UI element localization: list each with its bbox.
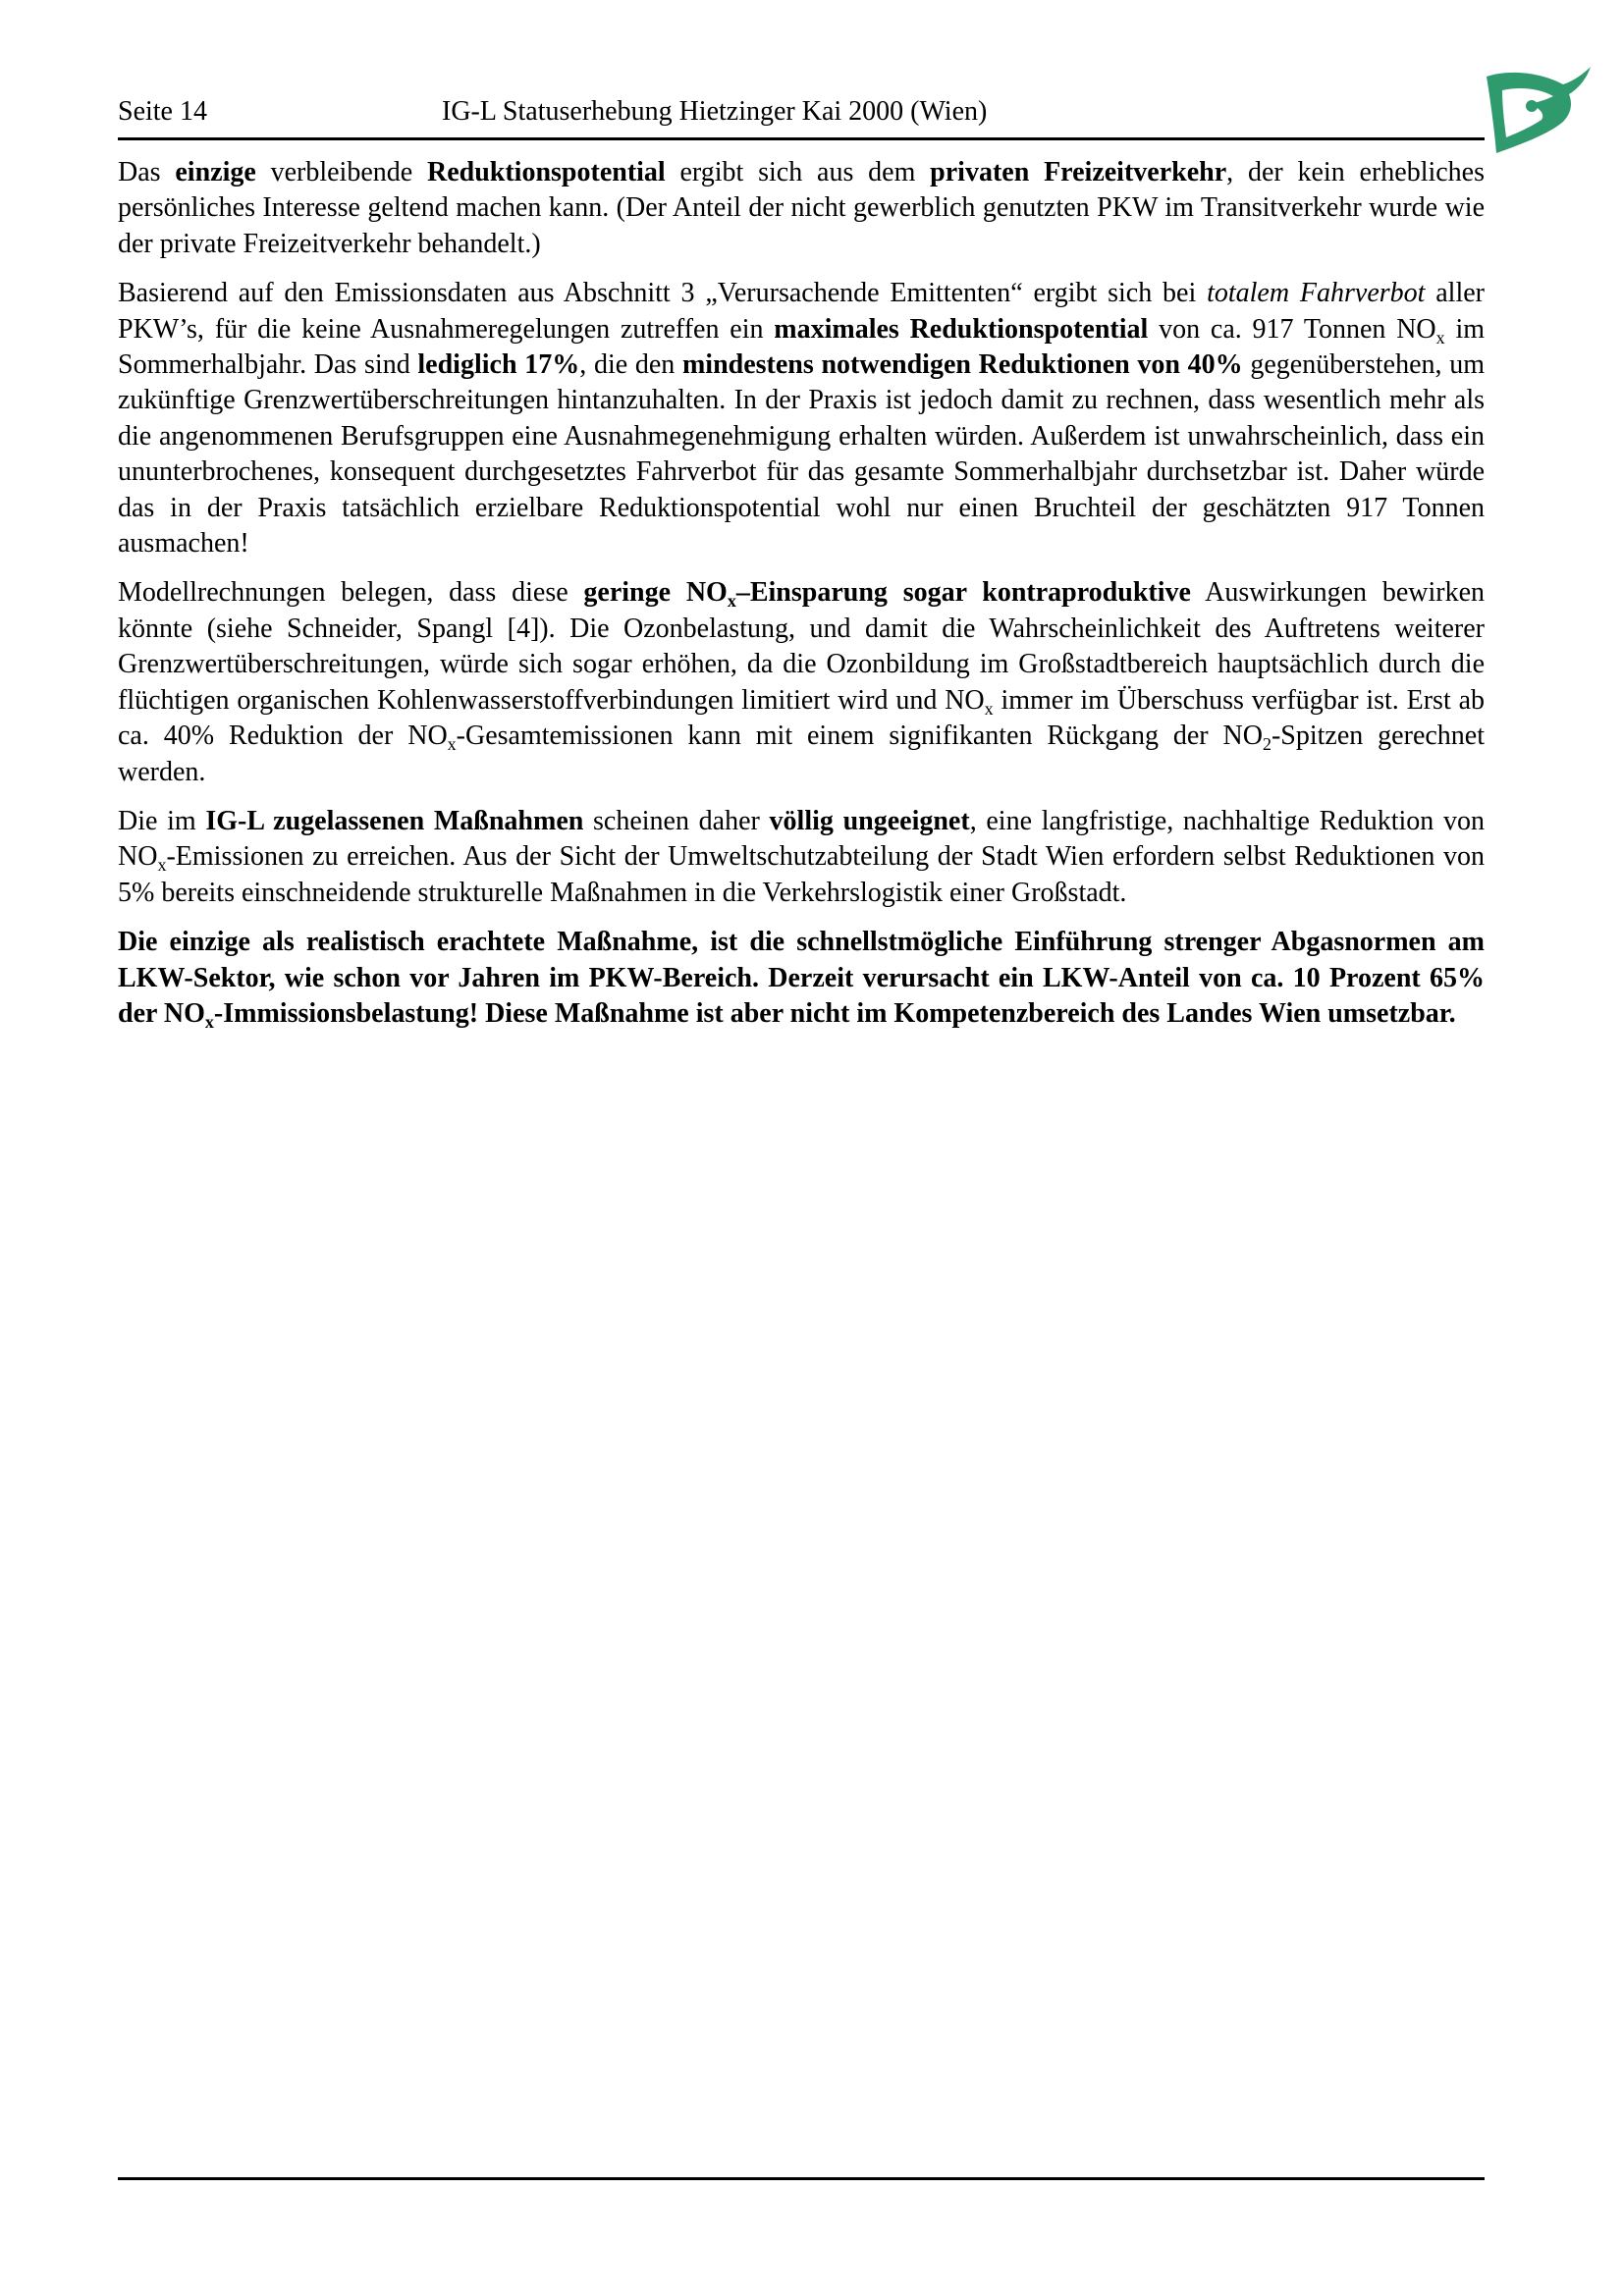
page-number: Seite 14 [118, 96, 207, 127]
paragraph-5-conclusion: Die einzige als realistisch erachtete Maßnahme, ist die schnellstmögliche Einführung strenger Abgasnormen am LKW-Sektor, wie schon vor Jahren im PKW-Bereich. Derzeit verursacht ein LKW-Anteil von ca. 10 Prozent 65% der $NO_x$-Immissionsbelastung! Diese Maßnahme ist aber nicht im Kompetenzbereich des Landes Wien umsetzbar. [118, 927, 1485, 1032]
page-header [118, 94, 1485, 140]
umweltbundesamt-logo-icon [1481, 61, 1595, 159]
footer-rule [118, 2177, 1485, 2180]
paragraph-2: Basierend auf den Emissionsdaten aus Abschnitt 3 „Verursachende Emittenten“ ergibt sich bei totalem Fahrverbot aller PKW’s, für die keine Ausnahmeregelungen zutreffen ein maximales Reduktionspotential von ca. 917 Tonnen $NO_x$ im Sommerhalbjahr. Das sind lediglich 17%, die den mindestens notwendigen Reduktionen von 40% gegenüberstehen, um zukünftige Grenzwertüberschreitungen hintanzuhalten. In der Praxis ist jedoch damit zu rechnen, dass wesentlich mehr als die angenommenen Berufsgruppen eine Ausnahmegenehmigung erhalten würden. Außerdem ist unwahrscheinlich, dass ein ununterbrochenes, konsequent durchgesetztes Fahrverbot für das gesamte Sommerhalbjahr durchsetzbar ist. Daher würde das in der Praxis tatsächlich erzielbare Reduktionspotential wohl nur einen Bruchteil der geschätzten 917 Tonnen ausmachen! [118, 278, 1486, 560]
paragraph-3: Modellrechnungen belegen, dass diese geringe $NO_x$–Einsparung sogar kontraproduktive Auswirkungen bewirken könnte (siehe Schneider, Spangl [4]). Die Ozonbelastung, und damit die Wahrscheinlichkeit des Auftretens weiterer Grenzwertüberschreitungen, würde sich sogar erhöhen, da die Ozonbildung im Großstadtbereich hauptsächlich durch die flüchtigen organischen Kohlenwasserstoffverbindungen limitiert wird und $NO_x$ immer im Überschuss verfügbar ist. Erst ab ca. 40% Reduktion der $NO_x$-Gesamtemissionen kann mit einem signifikanten Rückgang der $NO_2$-Spitzen gerechnet werden. [118, 577, 1485, 787]
document-body [118, 155, 1485, 1045]
running-title: IG-L Statuserhebung Hietzinger Kai 2000 (Wien) [442, 96, 988, 127]
paragraph-1: Das einzige verbleibende Reduktionspotential ergibt sich aus dem privaten Freizeitverkehr, der kein erhebliches persönliches Interesse geltend machen kann. (Der Anteil der nicht gewerblich genutzten PKW im Transitverkehr wurde wie der private Freizeitverkehr behandelt.) [118, 157, 1486, 259]
paragraph-4: Die im IG-L zugelassenen Maßnahmen scheinen daher völlig ungeeignet, eine langfristige, nachhaltige Reduktion von $NO_x$-Emissionen zu erreichen. Aus der Sicht der Umweltschutzabteilung der Stadt Wien erfordern selbst Reduktionen von 5% bereits einschneidende strukturelle Maßnahmen in die Verkehrslogistik einer Großstadt. [118, 805, 1485, 908]
